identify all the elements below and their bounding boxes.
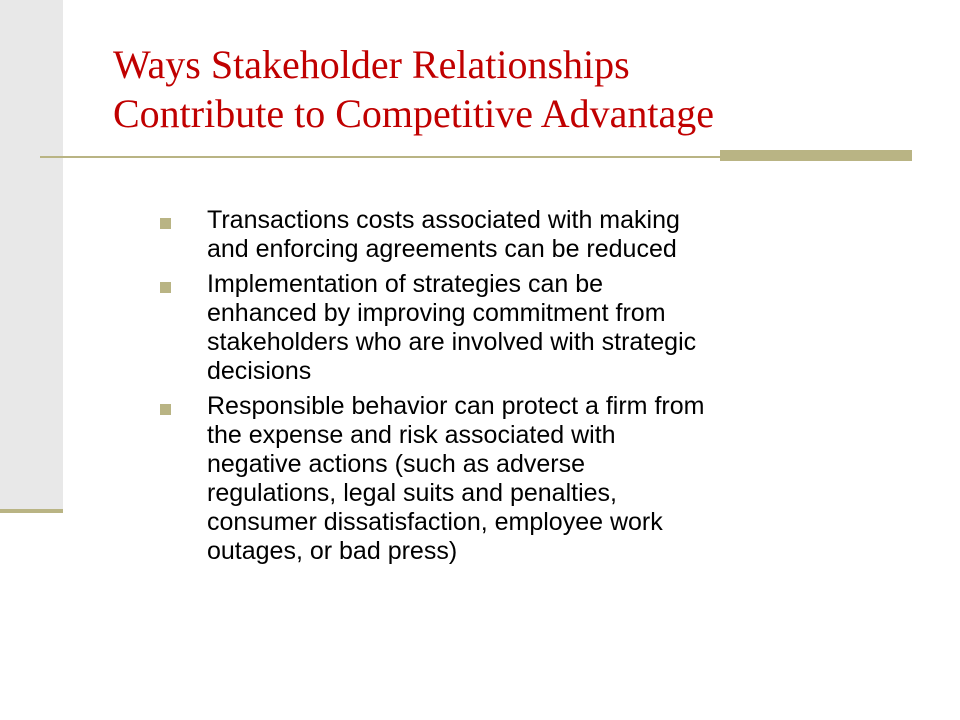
slide-title-line-2: Contribute to Competitive Advantage (113, 91, 715, 136)
bullet-text-line: and enforcing agreements can be reduced (207, 235, 677, 263)
square-bullet-icon (160, 282, 171, 293)
bullet-text-line: outages, or bad press) (207, 537, 458, 565)
bullet-text-line: negative actions (such as adverse (207, 450, 585, 478)
bullet-item-implementation (160, 270, 900, 386)
bullet-item-transaction-costs (160, 206, 900, 264)
bullet-text-line: enhanced by improving commitment from (207, 299, 666, 327)
slide-title (113, 40, 913, 138)
bullet-text-line: decisions (207, 357, 312, 385)
bullet-text-line: Transactions costs associated with making (207, 206, 680, 234)
left-decorative-bar (0, 0, 63, 512)
bullet-text-line: the expense and risk associated with (207, 421, 616, 449)
square-bullet-icon (160, 218, 171, 229)
left-bar-accent-line (0, 509, 63, 513)
bullet-text-line: regulations, legal suits and penalties, (207, 479, 617, 507)
bullet-text-line: Implementation of strategies can be (207, 270, 604, 298)
bullet-text-line: consumer dissatisfaction, employee work (207, 508, 663, 536)
bullet-list (160, 206, 900, 572)
title-underline-accent (720, 150, 912, 161)
square-bullet-icon (160, 404, 171, 415)
bullet-item-responsible-behavior (160, 392, 900, 566)
bullet-text-line: stakeholders who are involved with strategic (207, 328, 697, 356)
slide-title-line-1: Ways Stakeholder Relationships (113, 42, 630, 87)
bullet-text-line: Responsible behavior can protect a firm from (207, 392, 705, 420)
